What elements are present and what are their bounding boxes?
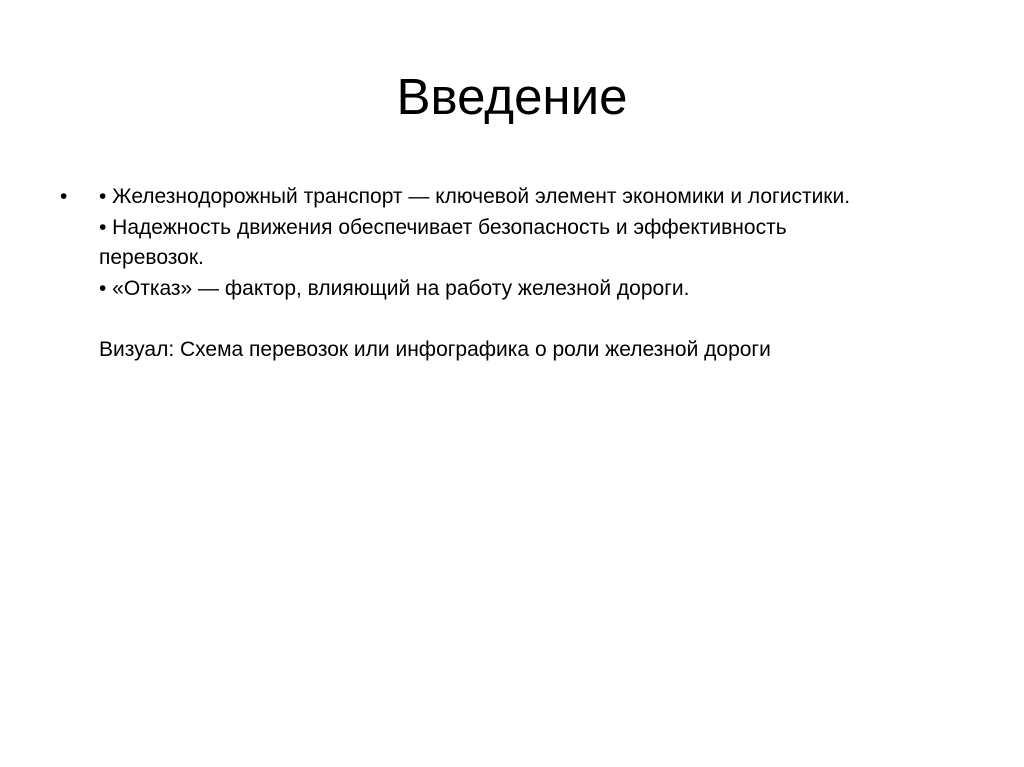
- blank-line: [99, 304, 979, 335]
- visual-note: Визуал: Схема перевозок или инфографика о роли железной дороги: [99, 337, 771, 361]
- bullet-content: [99, 182, 979, 365]
- bullet-line-failure: • «Отказ» — фактор, влияющий на работу железной дороги.: [99, 276, 690, 300]
- bullet-line-reliability: • Надежность движения обеспечивает безопасность и эффективность: [99, 215, 787, 239]
- bullet-line-railway-transport: • Железнодорожный транспорт — ключевой элемент экономики и логистики.: [99, 185, 851, 208]
- bullet-line-reliability-cont: перевозок.: [99, 246, 204, 269]
- slide-title: Введение: [396, 68, 628, 125]
- bullet-marker: •: [60, 185, 68, 208]
